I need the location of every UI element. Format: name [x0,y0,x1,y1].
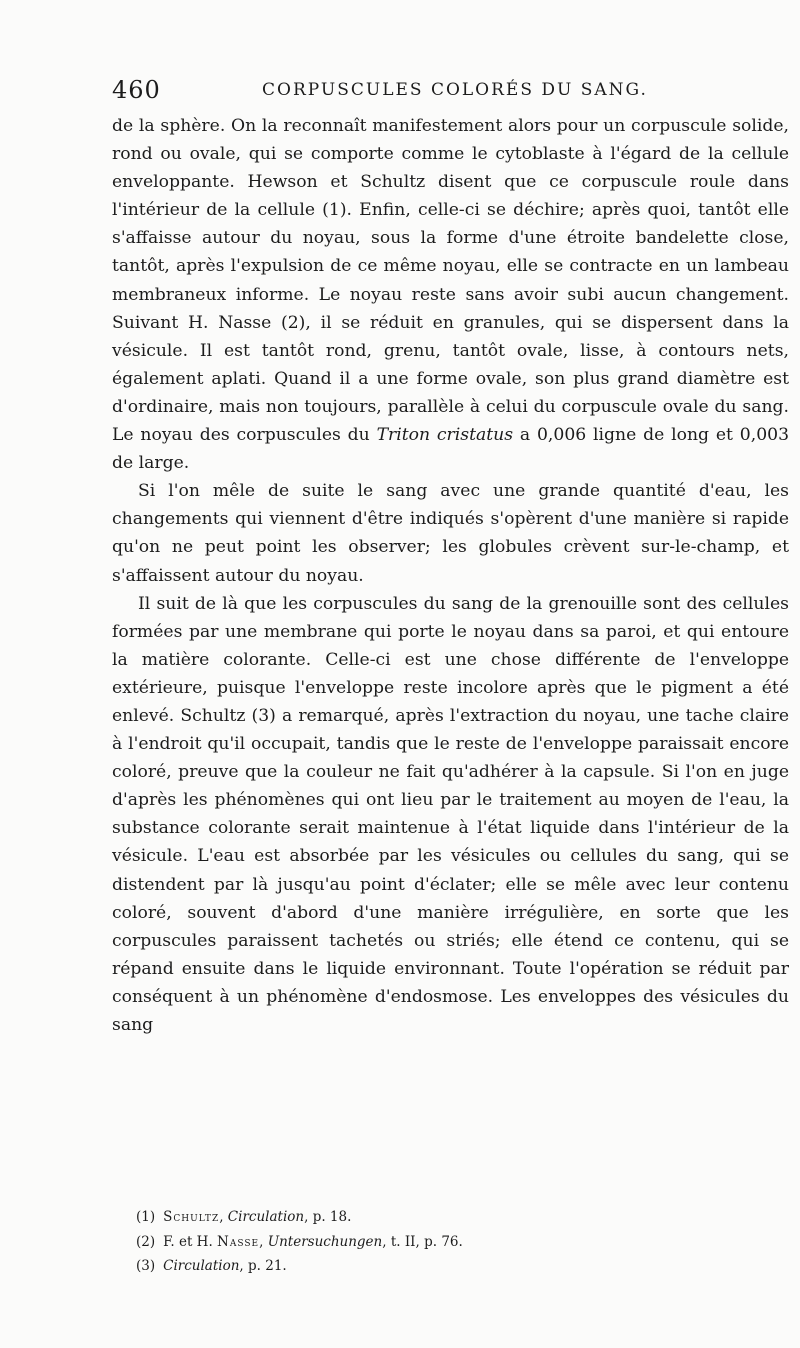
paragraph-1 [112,112,789,477]
footnote-title: Circulation [163,1258,240,1274]
running-title: CORPUSCULES COLORÉS DU SANG. [262,80,648,100]
footnote-ref: (2) [136,1233,156,1250]
footnote-location: p. 21. [248,1258,287,1274]
page-number: 460 [112,76,161,104]
footnote-location: t. II, p. 76. [390,1233,463,1250]
footnote-2: (2) F. et H. Nasse, Untersuchungen, t. II, p. 76. [136,1233,463,1250]
footnote-location: p. 18. [312,1209,352,1225]
footnote-ref: (1) [136,1209,156,1225]
page-header [112,76,712,108]
footnote-1: (1) Schultz, Circulation, p. 18. [136,1209,352,1225]
footnote-author: Schultz [163,1209,220,1225]
footnote-title: Circulation [227,1209,305,1225]
species-name: Triton cristatus [376,425,514,446]
footnote-author-prefix: F. et H. [163,1233,213,1250]
body-text [112,112,789,1039]
paragraph-1-text: de la sphère. On la reconnaît manifestement alors pour un corpuscule solide, rond ou ovale, qui se comporte comme le cytoblaste à l'égard de la cellule enveloppante. Hewson et Schultz disent que ce corpuscule roule dans l'intérieur de la cellule (1). Enfin, celle-ci se déchire; après quoi, tantôt elle s'affaisse autour du noyau, sous la forme d'une étroite bandelette close, tantôt, après l'expulsion de ce même noyau, elle se contracte en un lambeau membraneux informe. Le noyau reste sans avoir subi aucun changement. Suivant H. Nasse (2), il se réduit en granules, qui se dispersent dans la vésicule. Il est tantôt rond, grenu, tantôt ovale, lisse, à contours nets, également aplati. Quand il a une forme ovale, son plus grand diamètre est d'ordinaire, mais non toujours, parallèle à celui du corpuscule ovale du sang. Le noyau des corpuscules du [112,116,789,446]
paragraph-3: Il suit de là que les corpuscules du sang de la grenouille sont des cellules formées par une membrane qui porte le noyau dans sa paroi, et qui entoure la matière colorante. Celle-ci est une chose différente de l'enveloppe extérieure, puisque l'enveloppe reste incolore après que le pigment a été enlevé. Schultz (3) a remarqué, après l'extraction du noyau, une tache claire à l'endroit qu'il occupait, tandis que le reste de l'enveloppe paraissait encore coloré, preuve que la couleur ne fait qu'adhérer à la capsule. Si l'on en juge d'après les phénomènes qui ont lieu par le traitement au moyen de l'eau, la substance colorante serait maintenue à l'état liquide dans l'intérieur de la vésicule. L'eau est absorbée par les vésicules ou cellules du sang, qui se distendent par là jusqu'au point d'éclater; elle se mêle avec leur contenu coloré, souvent d'abord d'une manière irrégulière, en sorte que les corpuscules paraissent tachetés ou striés; elle étend ce contenu, qui se répand ensuite dans le liquide environnant. Toute l'opération se réduit par conséquent à un phénomène d'endosmose. Les enveloppes des vésicules du sang [112,593,789,1035]
footnotes [136,1205,776,1279]
paragraph-1-end: a 0,006 ligne de long et 0,003 de large. [112,425,790,474]
footnote-3: (3) Circulation, p. 21. [136,1258,287,1274]
paragraph-2: Si l'on mêle de suite le sang avec une grande quantité d'eau, les changements qui viennent d'être indiqués s'opèrent d'une manière si rapide qu'on ne peut point les observer; les globules crèvent sur-le-champ, et s'affaissent autour du noyau. [112,481,789,586]
footnote-ref: (3) [136,1258,156,1274]
footnote-title: Untersuchungen [267,1233,383,1250]
footnote-author: Nasse [217,1233,260,1250]
